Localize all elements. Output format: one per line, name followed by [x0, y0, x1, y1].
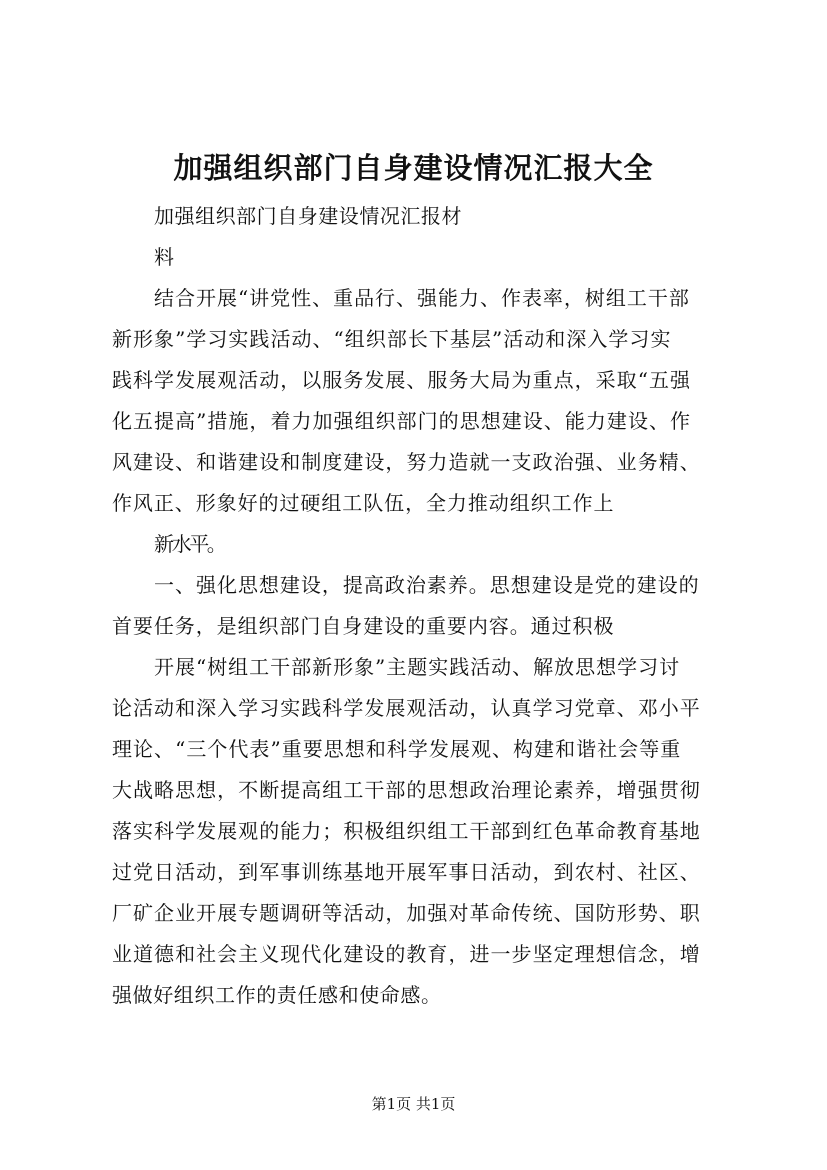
text-line: 论活动和深入学习实践科学发展观活动，认真学习党章、邓小平 [112, 696, 701, 720]
text-line: 开展“树组工干部新形象”主题实践活动、解放思想学习讨 [154, 655, 681, 679]
text-line: 厂矿企业开展专题调研等活动，加强对革命传统、国防形势、职 [112, 901, 701, 925]
text-line: 风建设、和谐建设和制度建设，努力造就一支政治强、业务精、 [112, 450, 701, 474]
text-line: 加强组织部门自身建设情况汇报材 [154, 204, 462, 228]
text-line: 化五提高”措施，着力加强组织部门的思想建设、能力建设、作 [112, 409, 692, 433]
text-line: 践科学发展观活动，以服务发展、服务大局为重点，采取“五强 [112, 368, 692, 392]
text-line: 料 [154, 245, 160, 269]
text-line: 作风正、形象好的过硬组工队伍，全力推动组织工作上 [112, 491, 615, 515]
text-line: 结合开展“讲党性、重品行、强能力、作表率，树组工干部 [154, 286, 690, 310]
text-line: 首要任务，是组织部门自身建设的重要内容。通过积极 [112, 614, 615, 638]
text-line: 一、强化思想建设，提高政治素养。思想建设是党的建设的 [154, 573, 700, 597]
text-line: 大战略思想，不断提高组工干部的思想政治理论素养，增强贯彻 [112, 778, 701, 802]
page-footer: 第1页 共1页 [371, 1095, 456, 1113]
text-line: 新形象”学习实践活动、“组织部长下基层”活动和深入学习实 [112, 327, 672, 351]
text-line: 新水平。 [154, 532, 225, 556]
text-line: 强做好组织工作的责任感和使命感。 [112, 983, 442, 1007]
text-line: 业道德和社会主义现代化建设的教育，进一步坚定理想信念，增 [112, 942, 701, 966]
document-title: 加强组织部门自身建设情况汇报大全 [173, 151, 654, 185]
document-body [112, 196, 732, 1016]
text-line: 理论、“三个代表”重要思想和科学发展观、构建和谐社会等重 [112, 737, 682, 761]
text-line: 过党日活动，到军事训练基地开展军事日活动，到农村、社区、 [112, 860, 701, 884]
text-line: 落实科学发展观的能力；积极组织组工干部到红色革命教育基地 [112, 819, 701, 843]
